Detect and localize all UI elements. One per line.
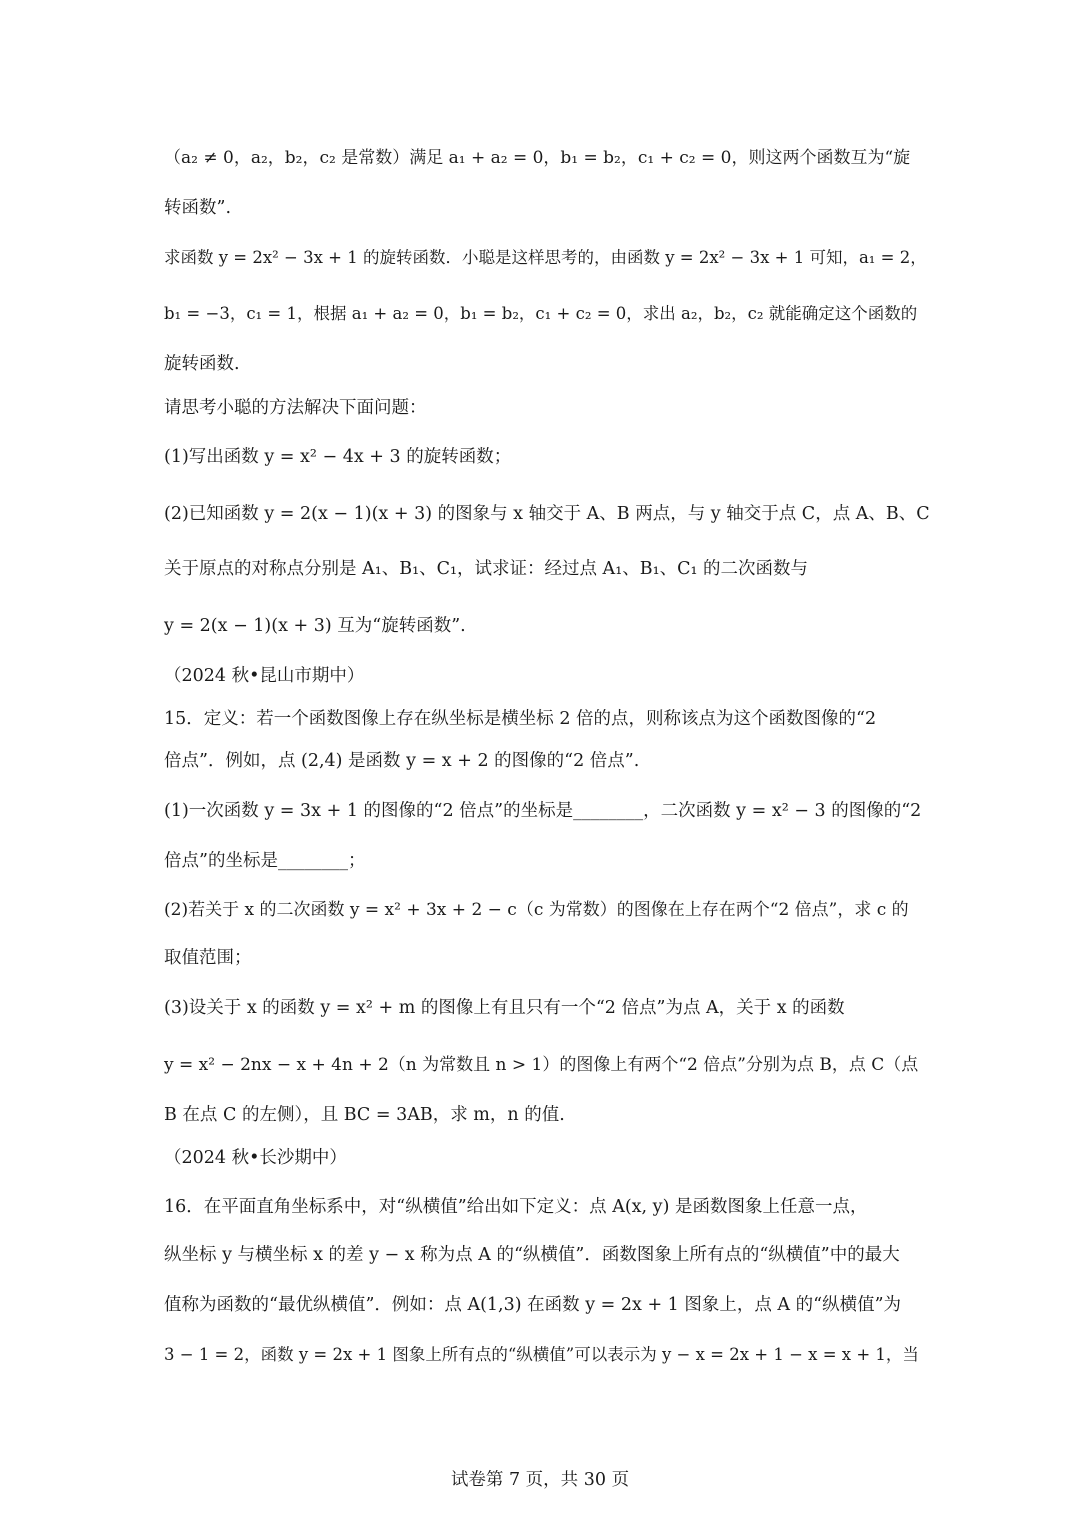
text-line-10: y = 2(x − 1)(x + 3) 互为“旋转函数”. [164, 616, 466, 636]
question-14-part-2: (2)已知函数 y = 2(x − 1)(x + 3) 的图象与 x 轴交于 A、B 两点，与 y 轴交于点 C，点 A、B、C [164, 504, 930, 524]
text-line-13: 倍点”．例如，点 (2,4) 是函数 y = x + 2 的图像的“2 倍点”. [164, 751, 640, 771]
text-line-19: y = x² − 2nx − x + 4n + 2（n 为常数且 n > 1）的图像上有两个“2 倍点”分别为点 B，点 C（点 [164, 1055, 919, 1075]
text-line-23: 纵坐标 y 与横坐标 x 的差 y − x 称为点 A 的“纵横值”．函数图象上所有点的“纵横值”中的最大 [164, 1245, 900, 1265]
question-16-stem: 16．在平面直角坐标系中，对“纵横值”给出如下定义：点 A(x, y) 是函数图象上任意一点， [164, 1197, 868, 1217]
question-14-part-1: (1)写出函数 y = x² − 4x + 3 的旋转函数； [164, 447, 512, 467]
text-line-1: （a₂ ≠ 0，a₂，b₂，c₂ 是常数）满足 a₁ + a₂ = 0，b₁ = b₂，c₁ + c₂ = 0，则这两个函数互为“旋 [164, 148, 911, 168]
text-line-2: 转函数”. [164, 198, 232, 218]
text-line-17: 取值范围； [164, 948, 252, 968]
text-line-6: 请思考小聪的方法解决下面问题： [164, 398, 427, 418]
question-15-part-1: (1)一次函数 y = 3x + 1 的图像的“2 倍点”的坐标是________，二次函数 y = x² − 3 的图像的“2 [164, 801, 922, 821]
source-note-changsha: （2024 秋•长沙期中） [164, 1148, 347, 1168]
page-footer: 试卷第 7 页，共 30 页 [450, 1470, 630, 1490]
text-line-15: 倍点”的坐标是________； [164, 851, 366, 871]
text-line-9: 关于原点的对称点分别是 A₁、B₁、C₁，试求证：经过点 A₁、B₁、C₁ 的二次函数与 [164, 559, 809, 579]
text-line-3: 求函数 y = 2x² − 3x + 1 的旋转函数．小聪是这样思考的，由函数 y = 2x² − 3x + 1 可知，a₁ = 2， [164, 248, 927, 267]
question-15-part-3: (3)设关于 x 的函数 y = x² + m 的图像上有且只有一个“2 倍点”为点 A，关于 x 的函数 [164, 998, 845, 1018]
question-15-part-2: (2)若关于 x 的二次函数 y = x² + 3x + 2 − c（c 为常数）的图像在上存在两个“2 倍点”，求 c 的 [164, 900, 909, 920]
question-15-stem: 15．定义：若一个函数图像上存在纵坐标是横坐标 2 倍的点，则称该点为这个函数图像的“2 [164, 709, 877, 729]
text-line-24: 值称为函数的“最优纵横值”．例如：点 A(1,3) 在函数 y = 2x + 1 图象上，点 A 的“纵横值”为 [164, 1295, 902, 1315]
text-line-20: B 在点 C 的左侧），且 BC = 3AB，求 m，n 的值. [164, 1105, 565, 1125]
text-line-5: 旋转函数. [164, 354, 240, 374]
text-line-4: b₁ = −3，c₁ = 1，根据 a₁ + a₂ = 0，b₁ = b₂，c₁ + c₂ = 0，求出 a₂，b₂，c₂ 就能确定这个函数的 [164, 304, 918, 323]
text-line-25: 3 − 1 = 2，函数 y = 2x + 1 图象上所有点的“纵横值”可以表示为 y − x = 2x + 1 − x = x + 1，当 [164, 1345, 919, 1364]
source-note-kunshan: （2024 秋•昆山市期中） [164, 666, 365, 686]
